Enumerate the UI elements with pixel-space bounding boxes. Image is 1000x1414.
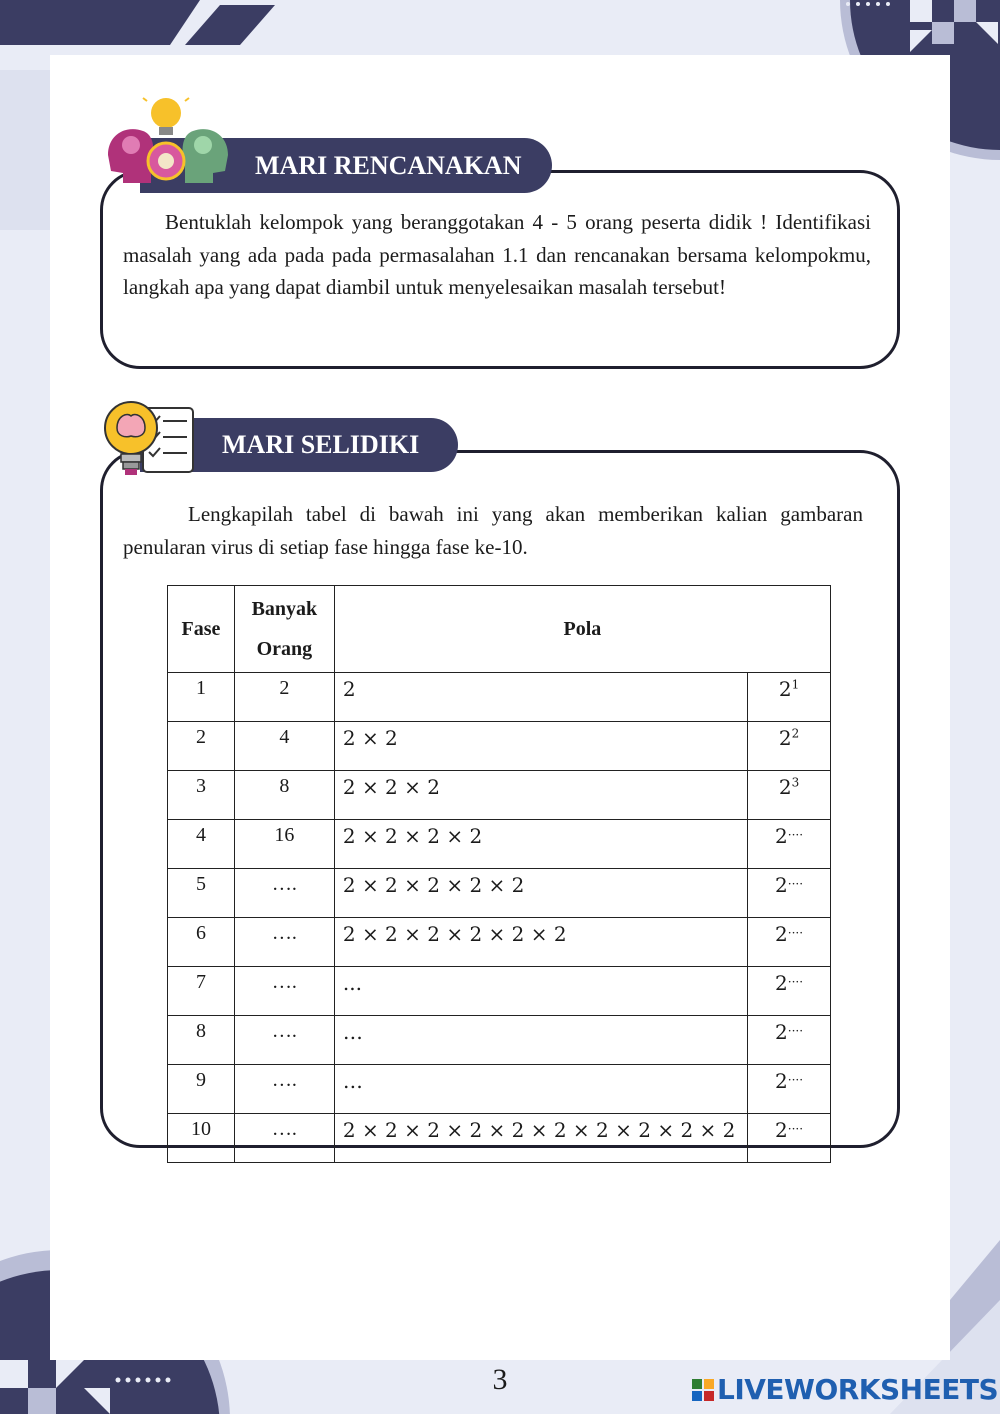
pattern-table [167, 585, 831, 1163]
brain-bulb-checklist-icon [103, 398, 198, 483]
power-exponent: 2 [791, 726, 800, 741]
cell-pola: 2 × 2 × 2 × 2 × 2 × 2 [334, 918, 747, 967]
rencanakan-paragraph: Bentuklah kelompok yang beranggotakan 4 - 5 orang peserta didik ! Identifikasi masalah yang ada pada pada permasalahan 1.1 dan rencanakan bersama kelompokmu, langkah apa yang dapat diambil untuk menyelesaikan masalah tersebut! [123, 210, 871, 299]
cell-pola: 2 × 2 × 2 × 2 × 2 × 2 × 2 × 2 × 2 × 2 [334, 1114, 747, 1163]
power-base: 2 [778, 726, 792, 750]
cell-banyak-orang: 8 [234, 771, 334, 820]
cell-power [748, 967, 831, 1016]
rencanakan-title: MARI RENCANAKAN [255, 150, 522, 180]
power-exponent: .... [787, 824, 804, 839]
cell-fase: 5 [168, 869, 235, 918]
cell-fase: 7 [168, 967, 235, 1016]
power-base: 2 [775, 971, 788, 995]
table-row [168, 967, 831, 1016]
cell-banyak-orang: 4 [234, 722, 334, 771]
cell-banyak-orang: 16 [234, 820, 334, 869]
table-row [168, 869, 831, 918]
table-row [168, 1114, 831, 1163]
cell-pola: 2 × 2 [334, 722, 747, 771]
cell-pola: … [334, 1016, 747, 1065]
cell-fase: 6 [168, 918, 235, 967]
cell-banyak-orang: …. [234, 967, 334, 1016]
power-base: 2 [778, 677, 792, 701]
power-exponent: .... [787, 873, 804, 888]
cell-pola: … [334, 1065, 747, 1114]
table-row [168, 722, 831, 771]
table-row [168, 820, 831, 869]
power-exponent: 1 [791, 677, 800, 692]
power-base: 2 [778, 775, 792, 799]
header-banyak-orang [234, 586, 334, 673]
header-banyak: Banyak [251, 598, 318, 620]
cell-banyak-orang: …. [234, 869, 334, 918]
cell-fase: 2 [168, 722, 235, 771]
cell-power [748, 869, 831, 918]
cell-pola: 2 × 2 × 2 × 2 × 2 [334, 869, 747, 918]
power-base: 2 [775, 873, 788, 897]
table-row [168, 673, 831, 722]
selidiki-paragraph: Lengkapilah tabel di bawah ini yang akan memberikan kalian gambaran penularan virus di setiap fase hingga fase ke-10. [123, 502, 863, 559]
cell-fase: 9 [168, 1065, 235, 1114]
cell-pola: 2 [334, 673, 747, 722]
table-row [168, 771, 831, 820]
cell-power [748, 771, 831, 820]
page-number: 3 [492, 1363, 508, 1396]
power-base: 2 [775, 1118, 788, 1142]
cell-fase: 1 [168, 673, 235, 722]
power-exponent: .... [787, 1069, 804, 1084]
cell-power [748, 1016, 831, 1065]
table-row [168, 918, 831, 967]
power-exponent: .... [787, 922, 804, 937]
power-exponent: .... [787, 1020, 804, 1035]
table-header-row [168, 586, 831, 673]
power-exponent: 3 [791, 775, 800, 790]
power-base: 2 [775, 1069, 788, 1093]
liveworksheets-text: LIVEWORKSHEETS [717, 1373, 999, 1406]
top-left-decoration [0, 0, 300, 60]
table-row [168, 1065, 831, 1114]
header-fase: Fase [168, 586, 235, 673]
cell-pola: 2 × 2 × 2 × 2 [334, 820, 747, 869]
cell-banyak-orang: …. [234, 918, 334, 967]
cell-fase: 4 [168, 820, 235, 869]
liveworksheets-mark-icon [692, 1379, 714, 1401]
liveworksheets-logo [692, 1373, 998, 1406]
selidiki-title: MARI SELIDIKI [222, 430, 420, 459]
cell-banyak-orang: …. [234, 1114, 334, 1163]
cell-banyak-orang: …. [234, 1065, 334, 1114]
cell-power [748, 1114, 831, 1163]
cell-fase: 10 [168, 1114, 235, 1163]
power-base: 2 [775, 922, 788, 946]
power-base: 2 [775, 1020, 788, 1044]
brain-heads-lightbulb-icon [103, 95, 233, 190]
cell-pola: 2 × 2 × 2 [334, 771, 747, 820]
power-exponent: .... [787, 1118, 804, 1133]
cell-pola: ... [334, 967, 747, 1016]
cell-power [748, 673, 831, 722]
cell-power [748, 918, 831, 967]
cell-banyak-orang: 2 [234, 673, 334, 722]
cell-banyak-orang: …. [234, 1016, 334, 1065]
table-row [168, 1016, 831, 1065]
power-exponent: .... [787, 971, 804, 986]
cell-power [748, 722, 831, 771]
cell-fase: 8 [168, 1016, 235, 1065]
cell-fase: 3 [168, 771, 235, 820]
cell-power [748, 820, 831, 869]
power-base: 2 [775, 824, 788, 848]
cell-power [748, 1065, 831, 1114]
header-pola: Pola [334, 586, 830, 673]
header-orang: Orang [256, 638, 313, 660]
